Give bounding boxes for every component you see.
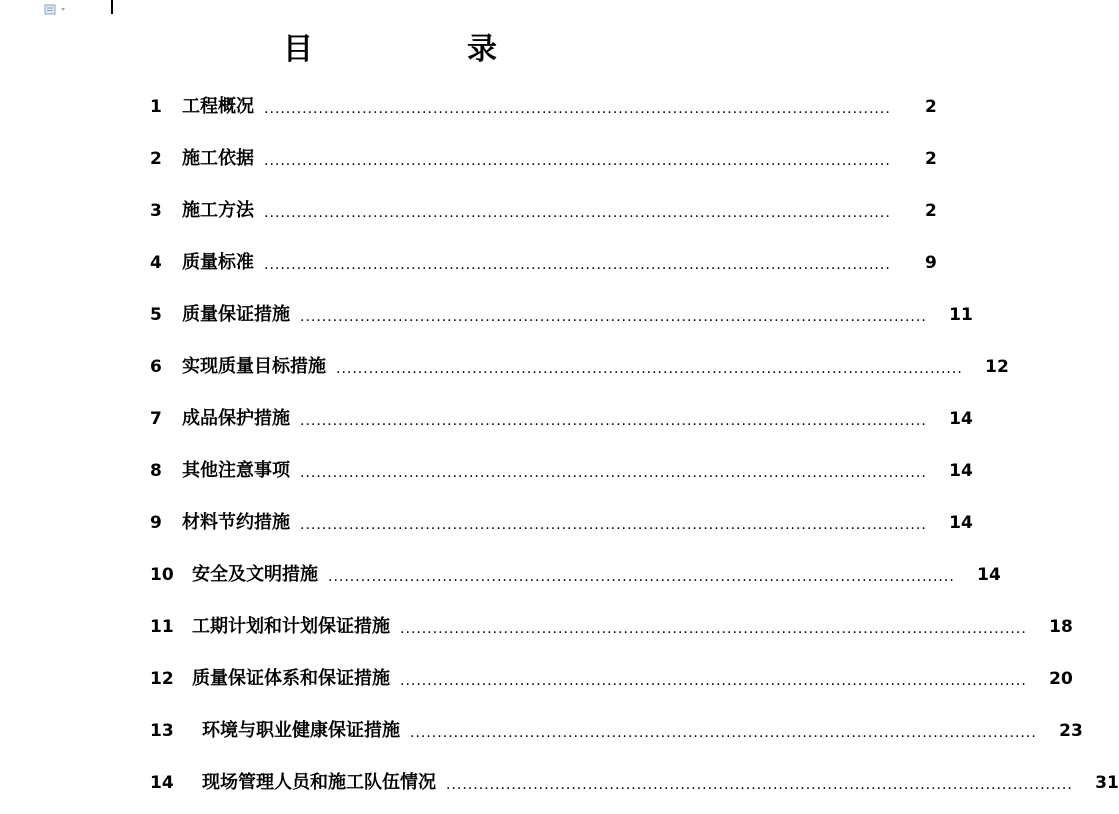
toc-entry-label: 工程概况: [182, 96, 254, 117]
toc-leader-dots: ...................................................................................................................: [400, 621, 1027, 637]
toc-leader-dots: ...................................................................................................................: [410, 725, 1037, 741]
toc-entry-number: 4: [150, 253, 162, 273]
toc-leader-dots: ...................................................................................................................: [300, 413, 927, 429]
toc-entry-number: 13: [150, 721, 174, 741]
toc-leader-dots: ...................................................................................................................: [400, 673, 1027, 689]
toc-leader-dots: ...................................................................................................................: [264, 101, 891, 117]
toc-entry-label: 质量标准: [182, 252, 254, 273]
toc-entry-page: 20: [1049, 669, 1073, 689]
toc-entry-number: 9: [150, 513, 162, 533]
toc-entry-number: 8: [150, 461, 162, 481]
toc-entry-label: 安全及文明措施: [192, 564, 318, 585]
toc-entry-number: 11: [150, 617, 174, 637]
toc-entry[interactable]: [150, 354, 1009, 380]
toc-entry[interactable]: [150, 302, 973, 328]
toc-entry-number: 12: [150, 669, 174, 689]
toc-entry-page: 11: [949, 305, 973, 325]
toc-entry[interactable]: [150, 146, 937, 172]
toc-entry-page: 2: [924, 97, 937, 117]
toc-entry-page: 14: [949, 409, 973, 429]
toc-entry-label: 环境与职业健康保证措施: [202, 720, 400, 741]
toc-entry-label: 其他注意事项: [182, 460, 290, 481]
toc-leader-dots: ...................................................................................................................: [264, 257, 891, 273]
toc-entry-label: 成品保护措施: [182, 408, 290, 429]
toc-leader-dots: ...................................................................................................................: [264, 205, 891, 221]
toc-leader-dots: ...................................................................................................................: [446, 777, 1073, 793]
toc-leader-dots: ...................................................................................................................: [336, 361, 963, 377]
toc-leader-dots: ...................................................................................................................: [264, 153, 891, 169]
toc-entry[interactable]: [150, 614, 1073, 640]
toc-entry-page: 2: [924, 201, 937, 221]
toc-entry-number: 1: [150, 97, 162, 117]
toc-entry-label: 质量保证措施: [182, 304, 290, 325]
toc-entry-page: 14: [949, 513, 973, 533]
toc-entry[interactable]: [150, 510, 973, 536]
toc-entry[interactable]: [150, 770, 1119, 796]
toc-entry-number: 6: [150, 357, 162, 377]
toc-entry-label: 质量保证体系和保证措施: [192, 668, 390, 689]
toc-entry-page: 18: [1049, 617, 1073, 637]
toc-leader-dots: ...................................................................................................................: [300, 465, 927, 481]
toc-entry-page: 2: [924, 149, 937, 169]
toc-entry[interactable]: [150, 718, 1083, 744]
toc-entry-number: 3: [150, 201, 162, 221]
toc-entry-label: 施工依据: [182, 148, 254, 169]
toc-entry[interactable]: [150, 666, 1073, 692]
toc-entry-page: 12: [985, 357, 1009, 377]
toc-entry-label: 工期计划和计划保证措施: [192, 616, 390, 637]
toc-entry-page: 9: [924, 253, 937, 273]
toc-entry[interactable]: [150, 562, 1001, 588]
toc-title: 目 录: [283, 32, 559, 67]
toc-entry-number: 2: [150, 149, 162, 169]
toc-entry-number: 14: [150, 773, 174, 793]
toc-entry[interactable]: [150, 458, 973, 484]
toc-entry-label: 施工方法: [182, 200, 254, 221]
toc-entry-page: 14: [949, 461, 973, 481]
toc-entry-label: 实现质量目标措施: [182, 356, 326, 377]
toc-leader-dots: ...................................................................................................................: [300, 309, 927, 325]
toc-leader-dots: ...................................................................................................................: [300, 517, 927, 533]
toc-entry[interactable]: [150, 406, 973, 432]
toc-leader-dots: ...................................................................................................................: [328, 569, 955, 585]
toc-entry[interactable]: [150, 250, 937, 276]
toc-entry-number: 7: [150, 409, 162, 429]
toc-entry-label: 材料节约措施: [182, 512, 290, 533]
toc-entry-page: 23: [1059, 721, 1083, 741]
toc-entry[interactable]: [150, 198, 937, 224]
toc-entry-page: 31: [1095, 773, 1119, 793]
toc-entry-number: 5: [150, 305, 162, 325]
toc-entry-page: 14: [977, 565, 1001, 585]
toc-entry-number: 10: [150, 565, 174, 585]
toc-entry[interactable]: [150, 94, 937, 120]
toc-entry-label: 现场管理人员和施工队伍情况: [202, 772, 436, 793]
